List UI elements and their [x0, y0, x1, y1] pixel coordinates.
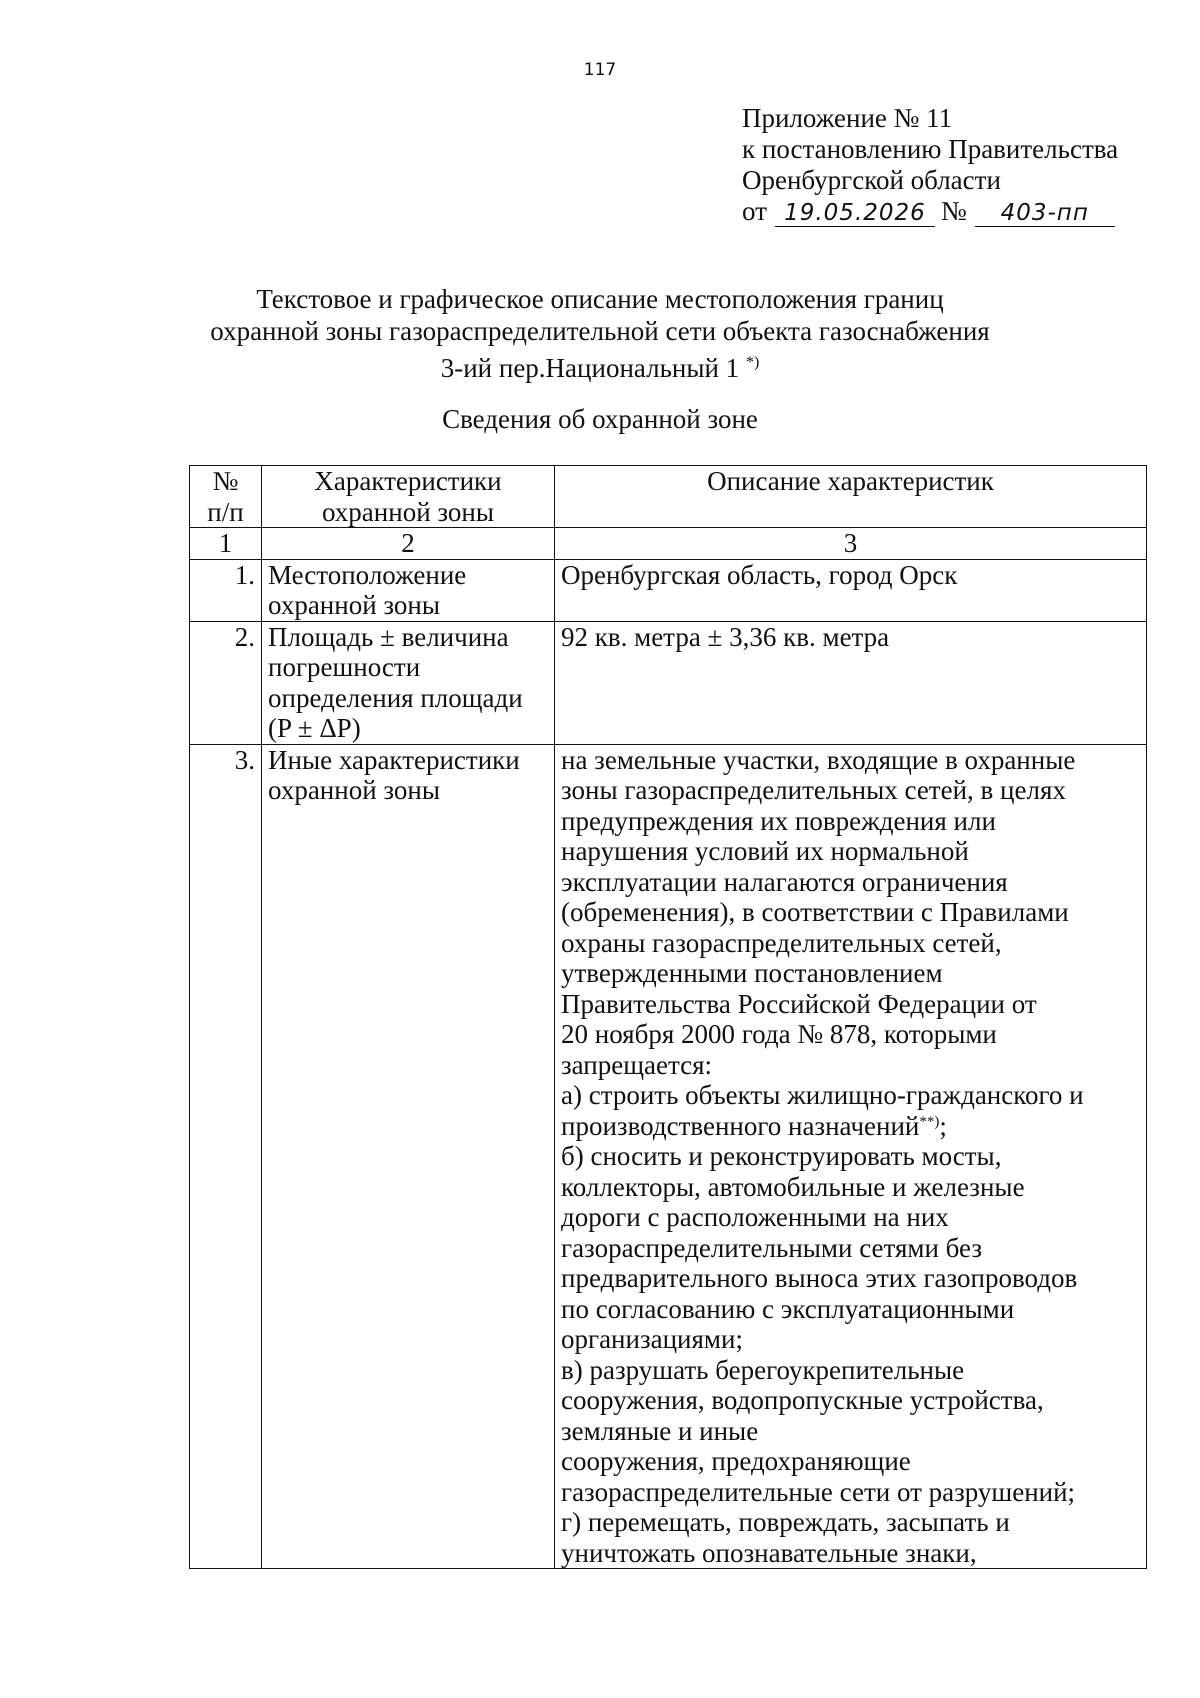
appendix-line-3: Оренбургской области	[742, 165, 1001, 195]
section-title: Сведения об охранной зоне	[442, 404, 758, 434]
title-footnote-mark: *)	[745, 354, 760, 371]
description-text-part-1: на земельные участки, входящие в охранные зоны газораспределительных сетей, в целях предупреждения их повреждения или нарушения условий их нормальной эксплуатации налагаются ограничения (обременения), в соответствии с Правилами охраны газораспределительных сетей, утвержденными постановлением Правительства Российской Федерации от 20 ноября 2000 года № 878, которыми запрещается: а) строить объекты жилищно-гражданского и производственного назначений	[561, 744, 1084, 1141]
appendix-date-line	[742, 196, 1118, 227]
column-number: 1	[190, 528, 262, 560]
row-description: Оренбургская область, город Орск	[555, 559, 1147, 621]
column-number-row	[190, 528, 1147, 560]
header-col-number: № п/п	[190, 466, 262, 528]
row-characteristic: Местоположение охранной зоны	[262, 559, 555, 621]
row-number: 1.	[190, 559, 262, 621]
date-prefix: от	[742, 196, 767, 226]
title-line-2: охранной зоны газораспределительной сети объекта газоснабжения	[210, 316, 990, 346]
row-characteristic: Площадь ± величина погрешности определения площади (P ± ΔP)	[262, 621, 555, 744]
description-text-part-2: ; б) сносить и реконструировать мосты, коллекторы, автомобильные и железные дороги с расположенными на них газораспределительными сетями без предварительного выноса этих газопроводов по согласованию с эксплуатационными организациями; в) разрушать берегоукрепительные сооружения, водопропускные устройства, земляные и иные сооружения, предохраняющие газораспределительные сети от разрушений; г) перемещать, повреждать, засыпать и уничтожать опознавательные знаки,	[561, 1110, 1078, 1568]
page-number: 117	[583, 60, 617, 80]
header-col-characteristics: Характеристики охранной зоны	[262, 466, 555, 528]
row-number: 3.	[190, 744, 262, 1569]
title-line-1: Текстовое и графическое описание местоположения границ	[256, 284, 944, 314]
document-title	[0, 283, 1200, 384]
protection-zone-table	[189, 465, 1147, 1569]
table-row	[190, 744, 1147, 1569]
description-footnote-mark: **)	[919, 1113, 940, 1130]
handwritten-number: 403-пп	[975, 200, 1115, 227]
column-number: 3	[555, 528, 1147, 560]
appendix-block	[742, 103, 1118, 227]
table-row	[190, 559, 1147, 621]
table-header-row	[190, 466, 1147, 528]
title-line-3: 3-ий пер.Национальный 1 *)	[440, 353, 760, 383]
row-description	[555, 744, 1147, 1569]
appendix-line-2: к постановлению Правительства	[742, 134, 1119, 164]
header-col-description: Описание характеристик	[555, 466, 1147, 528]
number-sign: №	[940, 196, 967, 226]
row-characteristic: Иные характеристики охранной зоны	[262, 744, 555, 1569]
table-row	[190, 621, 1147, 744]
row-description: 92 кв. метра ± 3,36 кв. метра	[555, 621, 1147, 744]
handwritten-date: 19.05.2026	[775, 200, 935, 227]
row-number: 2.	[190, 621, 262, 744]
column-number: 2	[262, 528, 555, 560]
appendix-line-1: Приложение № 11	[742, 103, 953, 133]
